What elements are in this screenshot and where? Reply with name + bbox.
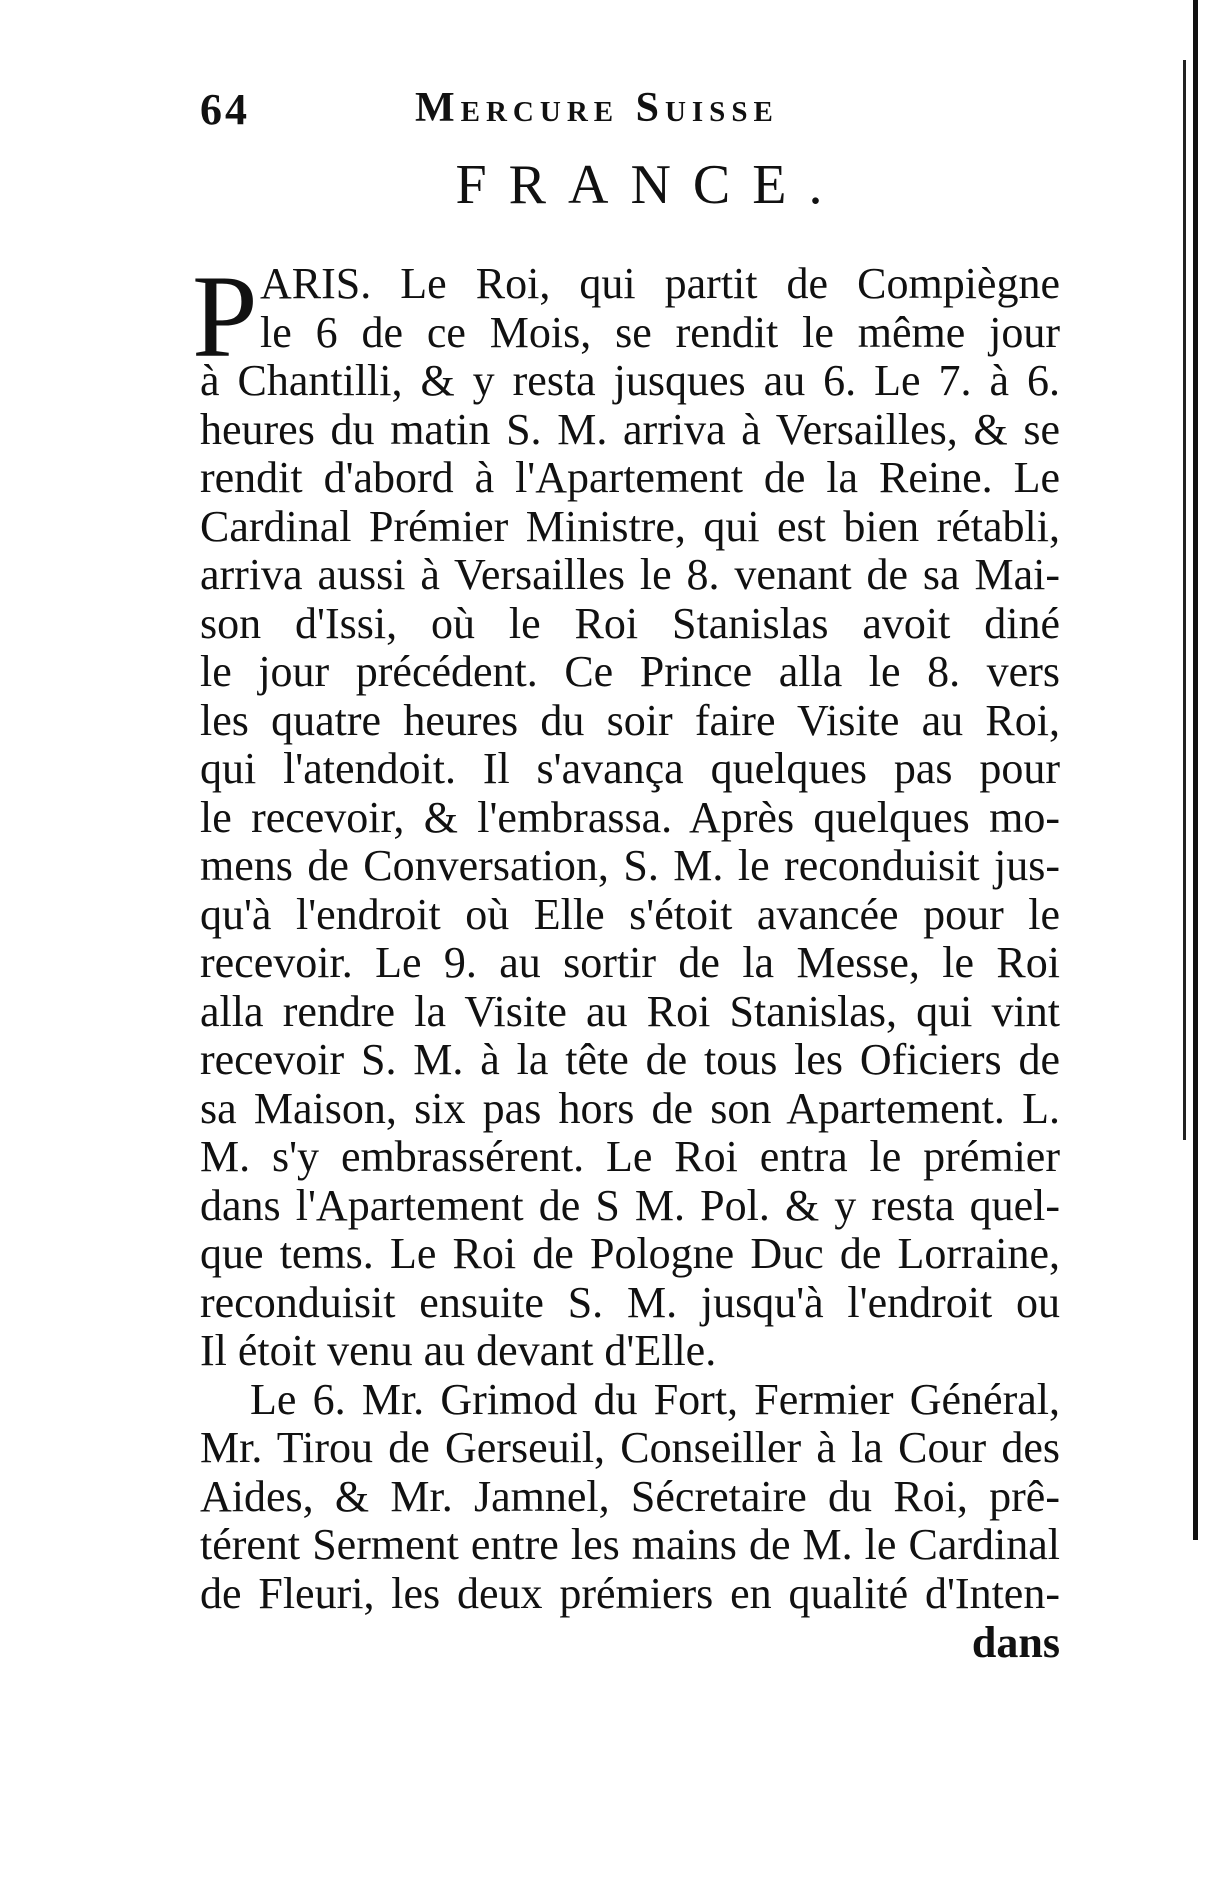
text-line: le recevoir, & l'embrassa. Après quelques mo- xyxy=(200,793,1060,842)
journal-title: Mercure Suisse xyxy=(415,85,779,131)
text-line: les quatre heures du soir faire Visite au Roi, xyxy=(200,696,1060,745)
text-line: à Chantilli, & y resta jusques au 6. Le 7. à 6. xyxy=(200,357,1060,405)
text-line: dans l'Apartement de S M. Pol. & y resta quel- xyxy=(200,1181,1060,1230)
text-line: reconduisit ensuite S. M. jusqu'à l'endroit ou xyxy=(200,1278,1060,1327)
text-line: de Fleuri, les deux prémiers en qualité d'Inten- xyxy=(200,1569,1060,1618)
text-line: son d'Issi, où le Roi Stanislas avoit diné xyxy=(200,599,1060,648)
page-number: 64 xyxy=(200,85,250,134)
paragraph-1 xyxy=(200,260,1060,1376)
text-line: sa Maison, six pas hors de son Apartement. L. xyxy=(200,1084,1060,1133)
text-line: le 6 de ce Mois, se rendit le même jour xyxy=(260,308,1060,357)
section-title: FRANCE. xyxy=(455,154,845,216)
text-line: que tems. Le Roi de Pologne Duc de Lorraine, xyxy=(200,1230,1060,1278)
body-text xyxy=(200,260,1060,1668)
text-line: qu'à l'endroit où Elle s'étoit avancée pour le xyxy=(200,890,1060,939)
text-line: térent Serment entre les mains de M. le Cardinal xyxy=(200,1521,1060,1569)
catchword: dans xyxy=(971,1618,1060,1667)
text-line: Le 6. Mr. Grimod du Fort, Fermier Général, xyxy=(250,1375,1060,1424)
text-line: Mr. Tirou de Gerseuil, Conseiller à la Cour des xyxy=(200,1424,1060,1472)
text-line: mens de Conversation, S. M. le reconduisit jus- xyxy=(200,842,1060,890)
text-line: arriva aussi à Versailles le 8. venant de sa Mai- xyxy=(200,551,1060,599)
page-edge-line xyxy=(1183,60,1186,1140)
text-line: qui l'atendoit. Il s'avança quelques pas pour xyxy=(200,745,1060,793)
drop-cap: P xyxy=(192,251,258,382)
text-line: M. s'y embrassérent. Le Roi entra le prémier xyxy=(200,1133,1060,1181)
paragraph-2 xyxy=(200,1376,1060,1619)
text-line: heures du matin S. M. arriva à Versailles, & se xyxy=(200,405,1060,454)
book-page xyxy=(192,80,1060,1668)
text-line: Cardinal Prémier Ministre, qui est bien rétabli, xyxy=(200,502,1060,551)
text-line: rendit d'abord à l'Apartement de la Reine. Le xyxy=(200,454,1060,502)
text-line: le jour précédent. Ce Prince alla le 8. vers xyxy=(200,648,1060,696)
text-line: alla rendre la Visite au Roi Stanislas, qui vint xyxy=(200,987,1060,1036)
page-edge-shadow xyxy=(1193,0,1198,1540)
running-head xyxy=(200,80,1060,140)
text-line: Il étoit venu au devant d'Elle. xyxy=(200,1327,717,1375)
text-line: recevoir S. M. à la tête de tous les Oficiers de xyxy=(200,1036,1060,1084)
text-line: ARIS. Le Roi, qui partit de Compiègne xyxy=(260,260,1060,308)
text-line: Aides, & Mr. Jamnel, Sécretaire du Roi, prê- xyxy=(200,1472,1060,1521)
text-line: recevoir. Le 9. au sortir de la Messe, le Roi xyxy=(200,939,1060,987)
